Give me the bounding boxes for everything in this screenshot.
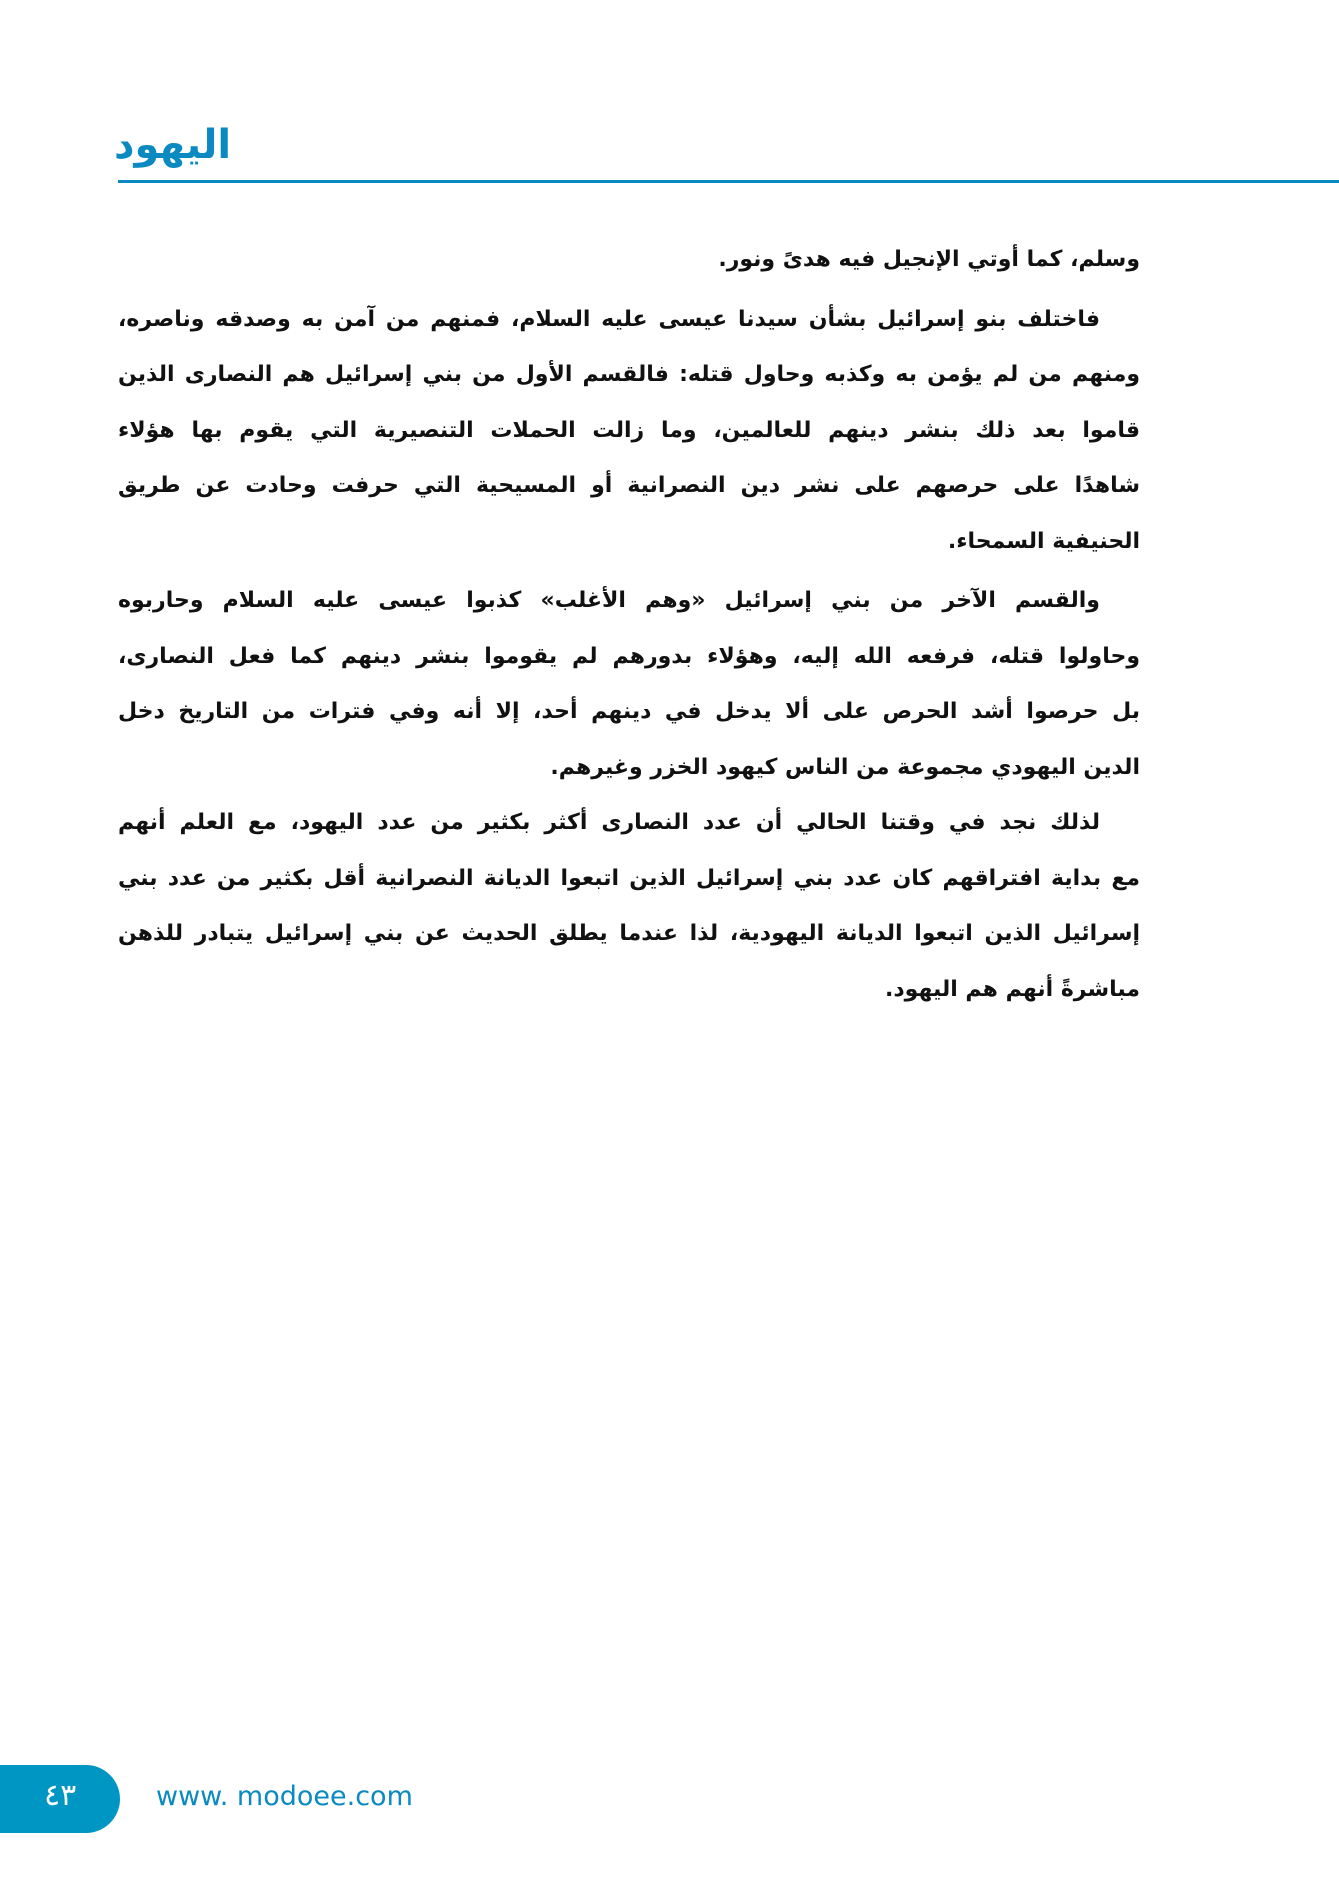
body-text bbox=[118, 232, 1140, 1017]
website-link[interactable]: www. modoee.com bbox=[156, 1781, 413, 1812]
text-line: شاهدًا على حرصهم على نشر دين النصرانية أو المسيحية التي حرفت وحادت عن طريق bbox=[118, 473, 1140, 498]
text-line: الدين اليهودي مجموعة من الناس كيهود الخزر وغيرهم. bbox=[550, 754, 1140, 780]
paragraph bbox=[118, 573, 1140, 795]
text-line: وسلم، كما أوتي الإنجيل فيه هدىً ونور. bbox=[718, 247, 1140, 272]
paragraph bbox=[118, 232, 1140, 288]
text-line: مباشرةً أنهم هم اليهود. bbox=[885, 976, 1140, 1002]
text-line: إسرائيل الذين اتبعوا الديانة اليهودية، لذا عندما يطلق الحديث عن بني إسرائيل يتبادر للذهن bbox=[118, 921, 1140, 946]
text-line: لذلك نجد في وقتنا الحالي أن عدد النصارى أكثر بكثير من عدد اليهود، مع العلم أنهم bbox=[118, 810, 1100, 835]
page-number: ٤٣ bbox=[44, 1778, 77, 1813]
header-divider bbox=[118, 180, 1339, 183]
paragraph bbox=[118, 795, 1140, 1017]
text-line: وحاولوا قتله، فرفعه الله إليه، وهؤلاء بدورهم لم يقوموا بنشر دينهم كما فعل النصارى، bbox=[118, 643, 1140, 669]
text-line: والقسم الآخر من بني إسرائيل «وهم الأغلب» كذبوا عيسى عليه السلام وحاربوه bbox=[118, 588, 1100, 613]
text-line: فاختلف بنو إسرائيل بشأن سيدنا عيسى عليه السلام، فمنهم من آمن به وصدقه وناصره، bbox=[118, 306, 1100, 332]
text-line: مع بداية افتراقهم كان عدد بني إسرائيل الذين اتبعوا الديانة النصرانية أقل بكثير من عدد بني bbox=[118, 865, 1140, 891]
text-line: قاموا بعد ذلك بنشر دينهم للعالمين، وما زالت الحملات التنصيرية التي يقوم بها هؤلاء bbox=[118, 417, 1140, 443]
text-line: ومنهم من لم يؤمن به وكذبه وحاول قتله: فالقسم الأول من بني إسرائيل هم النصارى الذين bbox=[118, 362, 1140, 387]
text-line: بل حرصوا أشد الحرص على ألا يدخل في دينهم أحد، إلا أنه وفي فترات من التاريخ دخل bbox=[118, 699, 1140, 724]
text-line: الحنيفية السمحاء. bbox=[947, 528, 1140, 554]
chapter-title: اليهود bbox=[114, 122, 232, 168]
paragraph bbox=[118, 292, 1140, 570]
